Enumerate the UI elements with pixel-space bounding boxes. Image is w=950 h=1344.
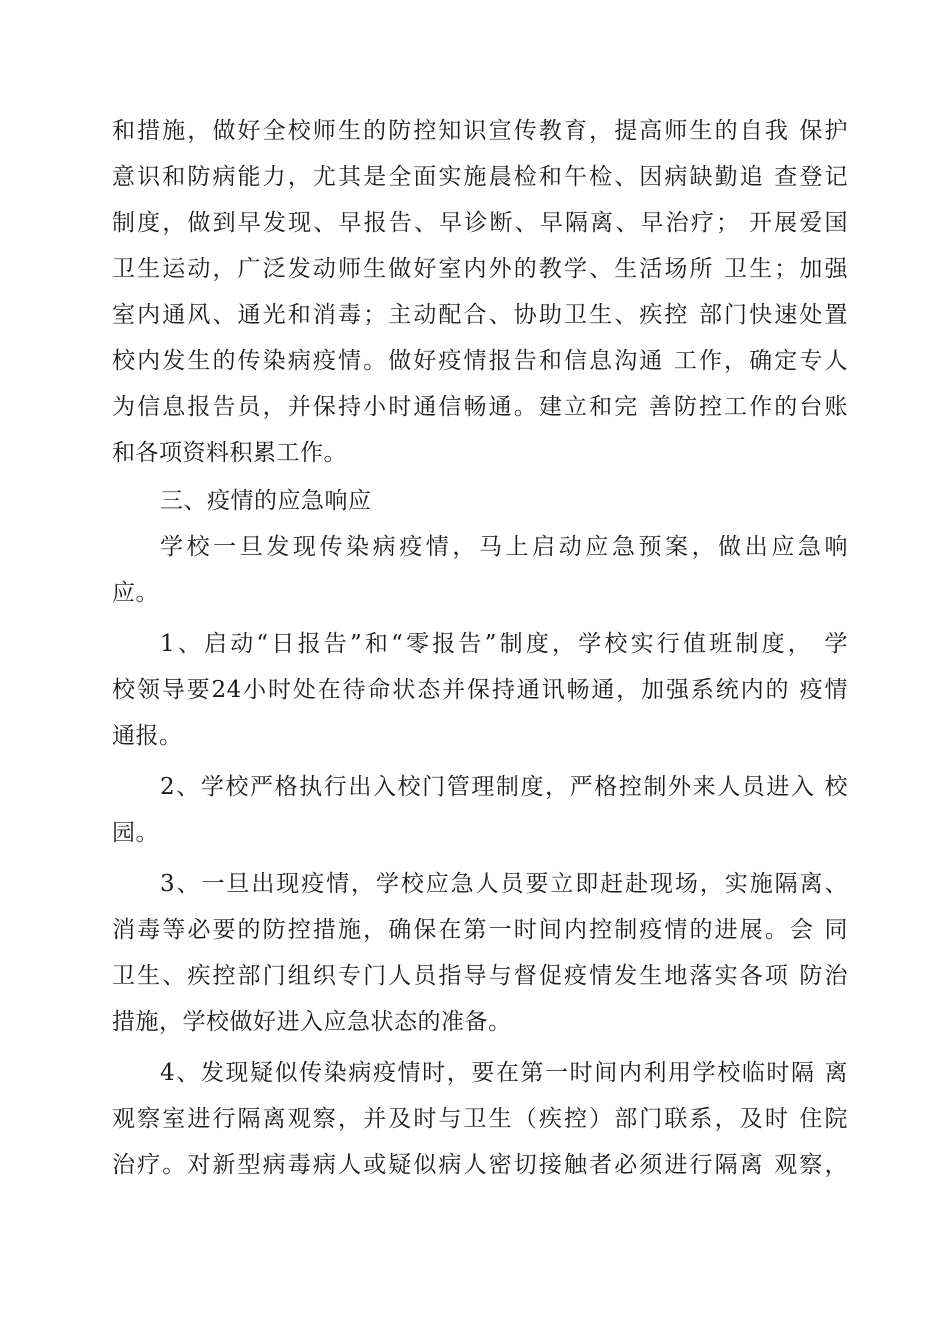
- list-item-4-first-line: 4、发现疑似传染病疫情时，要在第一时间内利用学校临时隔 离: [160, 1060, 848, 1086]
- body-line: 通报。: [112, 723, 183, 749]
- body-line: 制度，做到早发现、早报告、早诊断、早隔离、早治疗； 开展爱国: [112, 210, 848, 236]
- body-line: 为信息报告员，并保持小时通信畅通。建立和完 善防控工作的台账: [112, 394, 848, 420]
- body-line: 应。: [112, 580, 159, 606]
- body-line: 和各项资料积累工作。: [112, 440, 347, 466]
- body-line: 措施，学校做好进入应急状态的准备。: [112, 1009, 512, 1035]
- body-line: 消毒等必要的防控措施，确保在第一时间内控制疫情的进展。会 同: [112, 917, 848, 943]
- body-line: 意识和防病能力，尤其是全面实施晨检和午检、因病缺勤追 查登记: [112, 164, 848, 190]
- body-line: 观察室进行隔离观察，并及时与卫生（疾控）部门联系，及时 住院: [112, 1106, 848, 1132]
- list-item-2-first-line: 2、学校严格执行出入校门管理制度，严格控制外来人员进入 校: [160, 774, 848, 800]
- list-item-1-first-line: 1、启动“日报告”和“零报告”制度，学校实行值班制度， 学: [160, 631, 848, 657]
- body-line: 室内通风、通光和消毒；主动配合、协助卫生、疾控 部门快速处置: [112, 302, 848, 328]
- body-line: 和措施，做好全校师生的防控知识宣传教育，提高师生的自我 保护: [112, 118, 848, 144]
- body-line: 卫生运动，广泛发动师生做好室内外的教学、生活场所 卫生；加强: [112, 256, 848, 282]
- body-line: 治疗。对新型病毒病人或疑似病人密切接触者必须进行隔离 观察，: [112, 1152, 848, 1178]
- section-heading: 三、疫情的应急响应: [160, 488, 372, 514]
- body-line: 园。: [112, 820, 159, 846]
- body-line: 卫生、疾控部门组织专门人员指导与督促疫情发生地落实各项 防治: [112, 963, 848, 989]
- paragraph-first-line: 学校一旦发现传染病疫情，马上启动应急预案，做出应急响: [160, 534, 848, 560]
- list-item-3-first-line: 3、一旦出现疫情，学校应急人员要立即赶赴现场，实施隔离、: [160, 871, 848, 897]
- body-line: 校内发生的传染病疫情。做好疫情报告和信息沟通 工作，确定专人: [112, 348, 848, 374]
- body-line: 校领导要24小时处在待命状态并保持通讯畅通，加强系统内的 疫情: [112, 677, 848, 703]
